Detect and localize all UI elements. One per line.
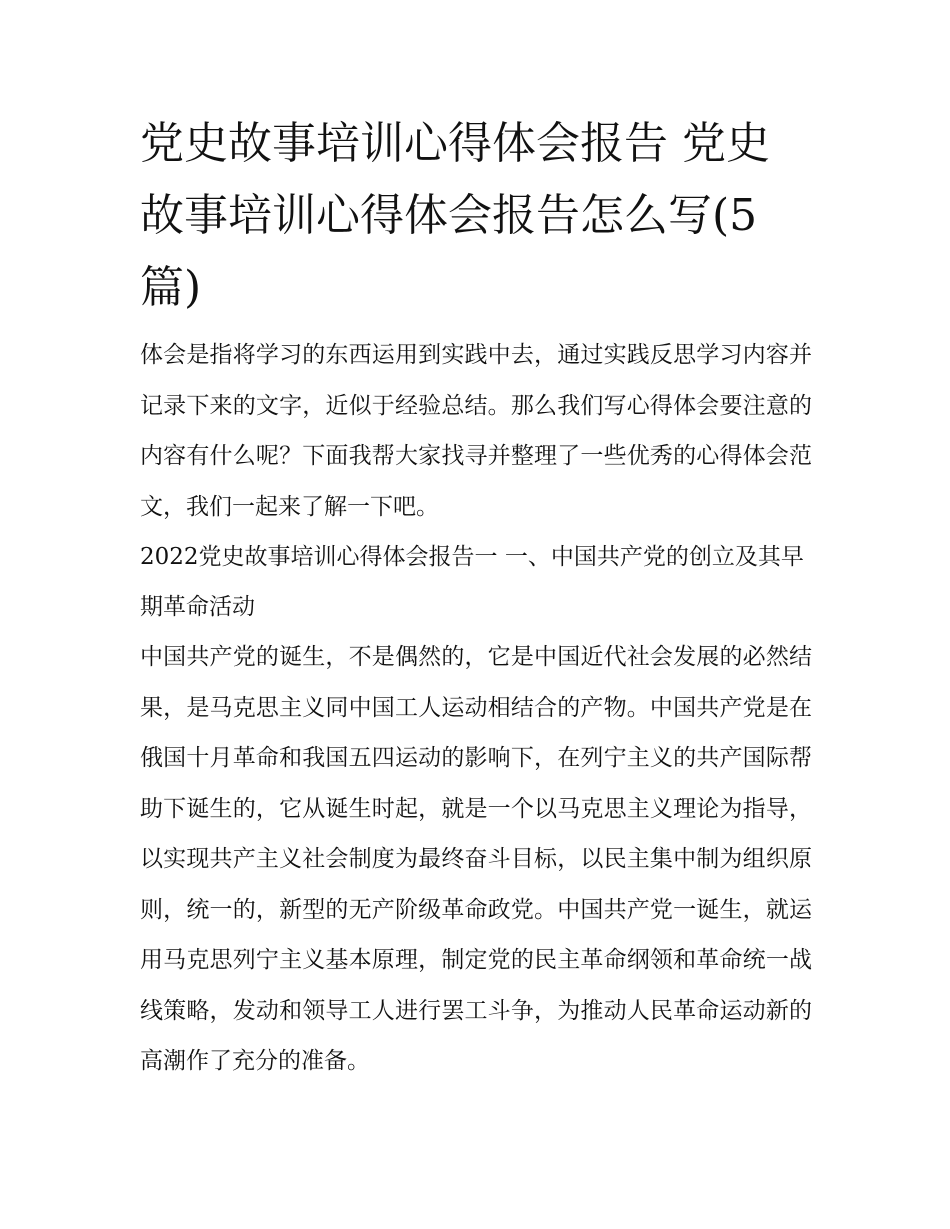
document-title: 党史故事培训心得体会报告 党史故事培训心得体会报告怎么写(5篇) — [140, 118, 770, 313]
body-paragraph: 中国共产党的诞生，不是偶然的，它是中国近代社会发展的必然结果，是马克思主义同中国工人运动相结合的产物。中国共产党是在俄国十月革命和我国五四运动的影响下，在列宁主义的共产国际帮助下诞生的，它从诞生时起，就是一个以马克思主义理论为指导，以实现共产主义社会制度为最终奋斗目标，以民主集中制为组织原则，统一的，新型的无产阶级革命政党。中国共产党一诞生，就运用马克思列宁主义基本原理，制定党的民主革命纲领和革命统一战线策略，发动和领导工人进行罢工斗争，为推动人民革命运动新的高潮作了充分的准备。 — [140, 644, 812, 1074]
section-heading: 2022党史故事培训心得体会报告一 一、中国共产党的创立及其早期革命活动 — [140, 544, 804, 620]
document-page — [140, 108, 812, 1087]
intro-paragraph: 体会是指将学习的东西运用到实践中去，通过实践反思学习内容并记录下来的文字，近似于经验总结。那么我们写心得体会要注意的内容有什么呢？下面我帮大家找寻并整理了一些优秀的心得体会范文，我们一起来了解一下吧。 — [140, 342, 812, 520]
